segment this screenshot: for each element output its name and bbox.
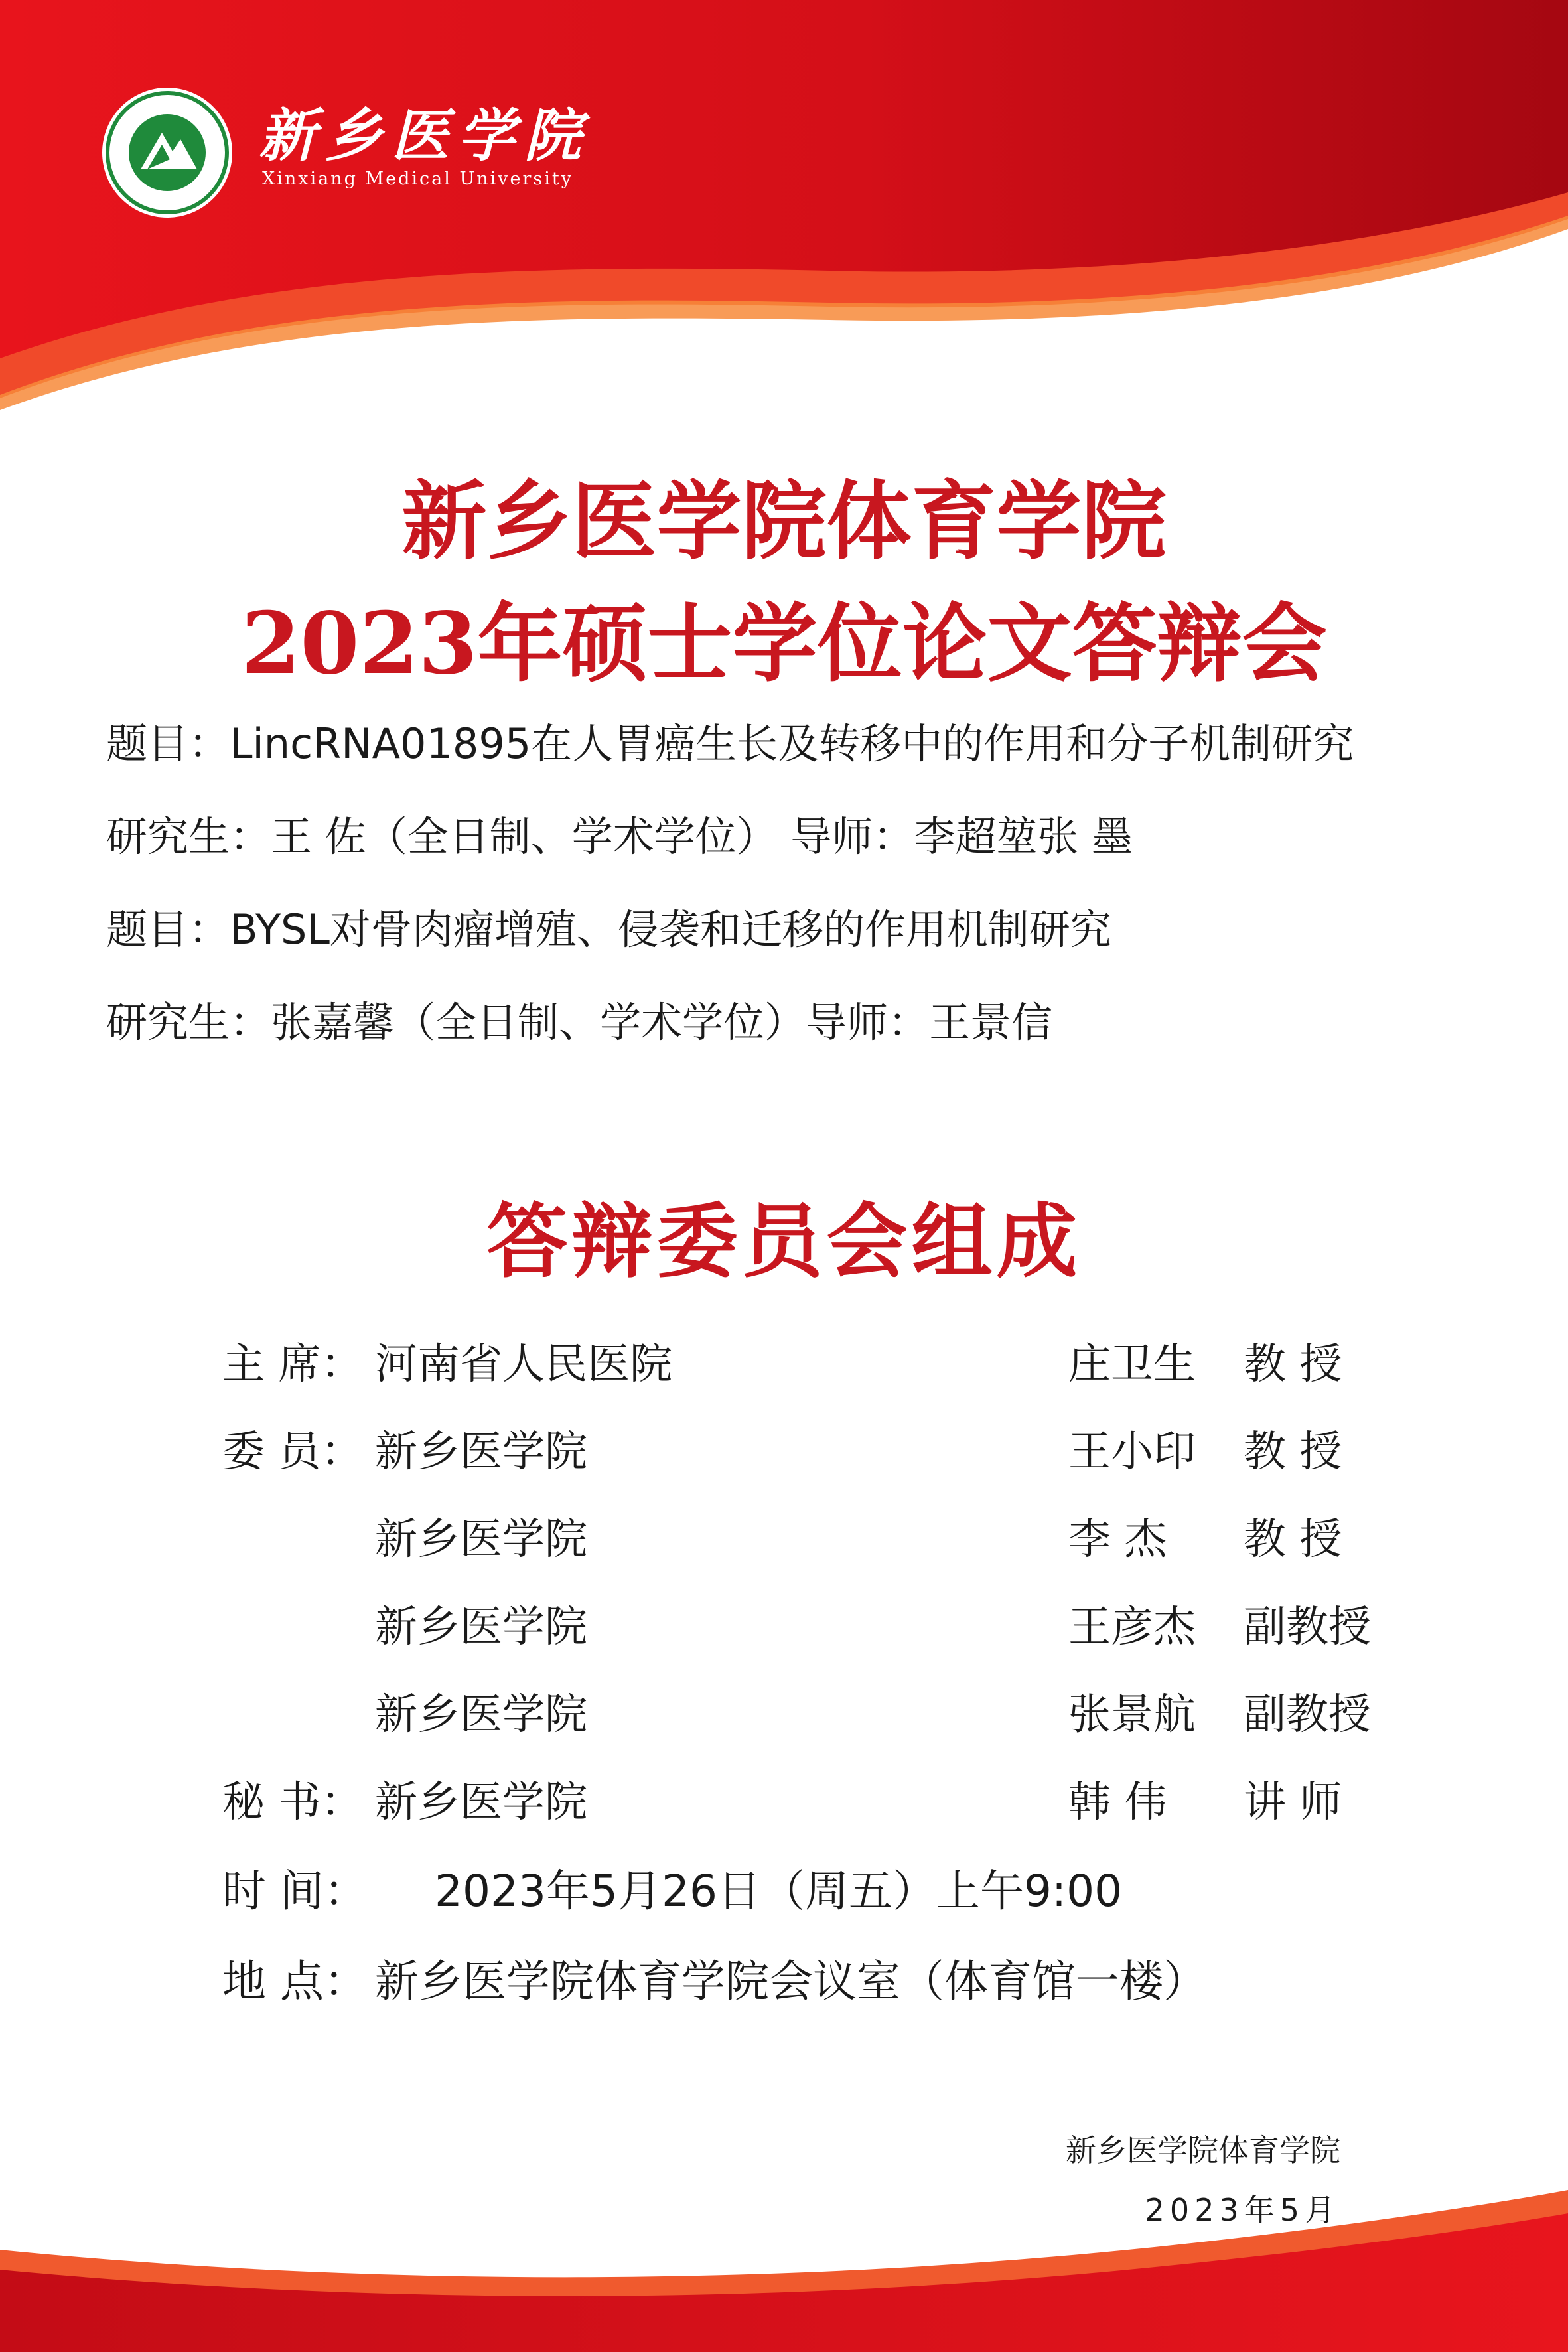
member-name: 韩 伟 (1068, 1778, 1167, 1827)
member-name: 李 杰 (1068, 1515, 1167, 1564)
member-title: 教 授 (1244, 1340, 1342, 1389)
thesis-student-2: 研究生：张嘉馨（全日制、学术学位）导师：王景信 (106, 998, 1053, 1047)
time-label: 时 间： (222, 1866, 368, 1917)
member-name: 庄卫生 (1068, 1340, 1196, 1389)
member-role: 秘 书： (222, 1778, 364, 1827)
member-title: 教 授 (1244, 1428, 1342, 1477)
member-title: 教 授 (1244, 1515, 1342, 1564)
member-name: 张景航 (1068, 1690, 1196, 1739)
thesis-topic-1: 题目：LincRNA01895在人胃癌生长及转移中的作用和分子机制研究 (106, 719, 1354, 768)
committee-row (0, 1331, 1568, 1398)
member-institution: 新乡医学院 (375, 1778, 587, 1827)
member-title: 讲 师 (1244, 1778, 1342, 1827)
university-seal-icon (101, 86, 234, 219)
committee-row (0, 1594, 1568, 1660)
university-name-en: Xinxiang Medical University (262, 169, 573, 189)
university-name-cn: 新乡医学院 (259, 102, 591, 169)
footer-organization: 新乡医学院体育学院 (1066, 2132, 1340, 2168)
committee-row (0, 1682, 1568, 1748)
member-role: 主 席： (222, 1340, 364, 1389)
committee-heading: 答辩委员会组成 (486, 1193, 1082, 1289)
committee-row (0, 1419, 1568, 1485)
thesis-topic-2: 题目：BYSL对骨肉瘤增殖、侵袭和迁移的作用机制研究 (106, 905, 1111, 954)
member-name: 王小印 (1068, 1428, 1196, 1477)
time-value: 2023年5月26日（周五）上午9:00 (435, 1866, 1123, 1917)
member-title: 副教授 (1244, 1603, 1371, 1652)
member-institution: 新乡医学院 (375, 1428, 587, 1477)
page-title-line-1: 新乡医学院体育学院 (401, 472, 1167, 571)
thesis-student-1: 研究生：王 佐（全日制、学术学位） 导师：李超堃张 墨 (106, 812, 1133, 861)
member-institution: 新乡医学院 (375, 1603, 587, 1652)
member-institution: 新乡医学院 (375, 1515, 587, 1564)
member-institution: 河南省人民医院 (375, 1340, 672, 1389)
committee-row (0, 1769, 1568, 1836)
member-institution: 新乡医学院 (375, 1690, 587, 1739)
location-label: 地 点： (222, 1956, 368, 2007)
defense-time (222, 1858, 1483, 1925)
member-title: 副教授 (1244, 1690, 1371, 1739)
committee-row (0, 1507, 1568, 1573)
member-name: 王彦杰 (1068, 1603, 1196, 1652)
location-value: 新乡医学院体育学院会议室（体育馆一楼） (375, 1956, 1207, 2007)
footer-date: 2023年5月 (1145, 2192, 1340, 2228)
page-title-line-2: 2023年硕士学位论文答辩会 (241, 594, 1327, 694)
defense-location (222, 1948, 1483, 2015)
member-role: 委 员： (222, 1428, 364, 1477)
